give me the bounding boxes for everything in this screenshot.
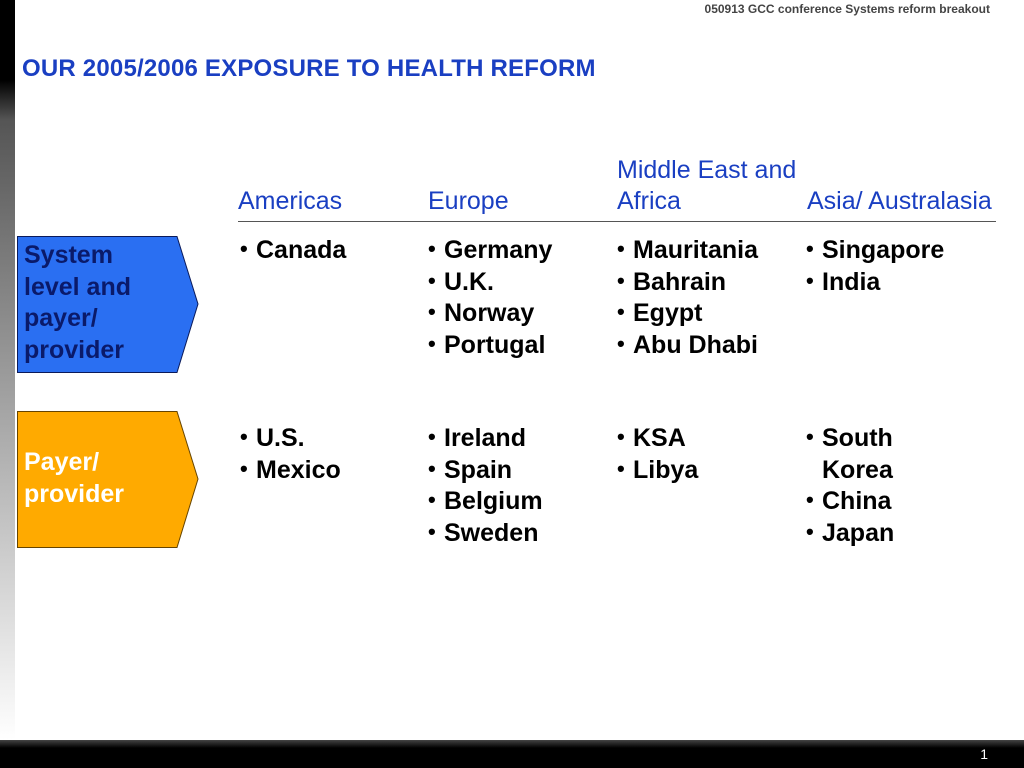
list-item: • U.S. xyxy=(240,423,425,455)
header-divider xyxy=(238,221,996,222)
cell-row1-europe xyxy=(428,235,613,361)
cell-row2-asia-australasia xyxy=(806,423,926,549)
bottom-bar xyxy=(0,740,1024,768)
cell-row1-americas xyxy=(240,235,425,267)
row-label-text: Payer/ provider xyxy=(24,448,125,508)
left-edge-bar xyxy=(0,0,15,740)
column-header-europe: Europe xyxy=(428,187,509,215)
list-item: • Canada xyxy=(240,235,425,267)
list-item: • Libya xyxy=(617,455,802,487)
list-item: • India xyxy=(806,267,991,299)
list-item: • U.K. xyxy=(428,267,613,299)
list-item: • Germany xyxy=(428,235,613,267)
list-item: • Abu Dhabi xyxy=(617,330,802,362)
list-item: • Japan xyxy=(806,518,926,550)
list-item: • KSA xyxy=(617,423,802,455)
list-item: • Egypt xyxy=(617,298,802,330)
cell-row2-europe xyxy=(428,423,613,549)
cell-row1-asia-australasia xyxy=(806,235,991,298)
list-item: • Bahrain xyxy=(617,267,802,299)
page-number: 1 xyxy=(980,746,988,762)
list-item: • Belgium xyxy=(428,486,613,518)
row-label-payer-provider xyxy=(17,411,197,547)
cell-row2-middle-east-africa xyxy=(617,423,802,486)
column-header-asia-australasia: Asia/ Australasia xyxy=(807,187,992,215)
list-item: • Mexico xyxy=(240,455,425,487)
list-item: • China xyxy=(806,486,926,518)
list-item: • Ireland xyxy=(428,423,613,455)
cell-row2-americas xyxy=(240,423,425,486)
page-title: OUR 2005/2006 EXPOSURE TO HEALTH REFORM xyxy=(22,55,596,82)
row-label-text: System level and payer/ provider xyxy=(24,241,131,364)
header-note: 050913 GCC conference Systems reform breakout xyxy=(704,2,990,16)
list-item: • Norway xyxy=(428,298,613,330)
list-item: • Singapore xyxy=(806,235,991,267)
list-item: • Spain xyxy=(428,455,613,487)
cell-row1-middle-east-africa xyxy=(617,235,802,361)
list-item: • Mauritania xyxy=(617,235,802,267)
column-header-americas: Americas xyxy=(238,187,343,215)
list-item: • South Korea xyxy=(806,423,926,486)
row-label-system-level xyxy=(17,236,197,372)
list-item: • Sweden xyxy=(428,518,613,550)
column-header-middle-east-africa: Middle East and Africa xyxy=(617,156,797,215)
list-item: • Portugal xyxy=(428,330,613,362)
